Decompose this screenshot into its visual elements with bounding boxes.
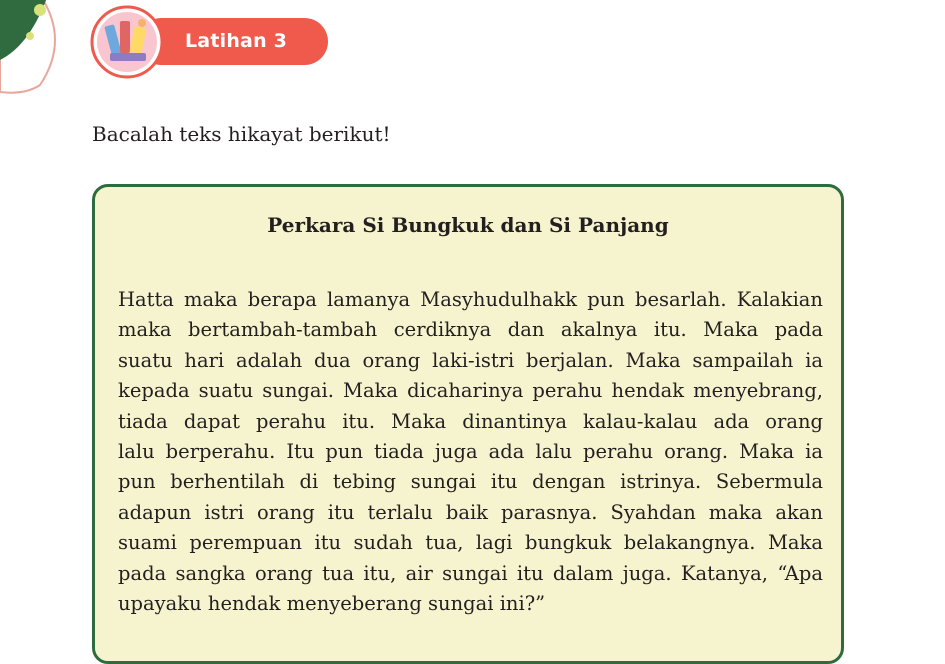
books-illustration-icon <box>90 5 164 79</box>
story-line: Hatta maka berapa lamanya Masyhudulhakk pun besarlah. Kalakian <box>118 288 823 311</box>
story-box <box>92 184 844 664</box>
instruction-text: Bacalah teks hikayat berikut! <box>92 122 391 146</box>
story-line: kepada suatu sungai. Maka dicaharinya perahu hendak menyebrang, <box>118 379 823 403</box>
story-title: Perkara Si Bungkuk dan Si Panjang <box>267 213 669 237</box>
story-line: maka bertambah-tambah cerdiknya dan akalnya itu. Maka pada <box>118 318 823 342</box>
story-line: adapun istri orang itu terlalu baik parasnya. Syahdan maka akan <box>118 500 823 524</box>
exercise-label: Latihan 3 <box>185 30 288 52</box>
story-body <box>118 285 823 619</box>
story-line: tiada dapat perahu itu. Maka dinantinya kalau-kalau ada orang <box>118 409 823 433</box>
story-line: pun berhentilah di tebing sungai itu dengan istrinya. Sebermula <box>118 470 823 494</box>
story-line: pada sangka orang tua itu, air sungai itu dalam juga. Katanya, “Apa <box>118 561 823 585</box>
story-line: suami perempuan itu sudah tua, lagi bungkuk belakangnya. Maka <box>118 531 823 555</box>
leaf-decoration-icon <box>0 0 70 100</box>
story-line: lalu berperahu. Itu pun tiada juga ada lalu perahu orang. Maka ia <box>118 439 823 463</box>
story-line: suatu hari adalah dua orang laki-istri berjalan. Maka sampailah ia <box>118 348 823 372</box>
story-line: upayaku hendak menyeberang sungai ini?” <box>118 591 546 615</box>
